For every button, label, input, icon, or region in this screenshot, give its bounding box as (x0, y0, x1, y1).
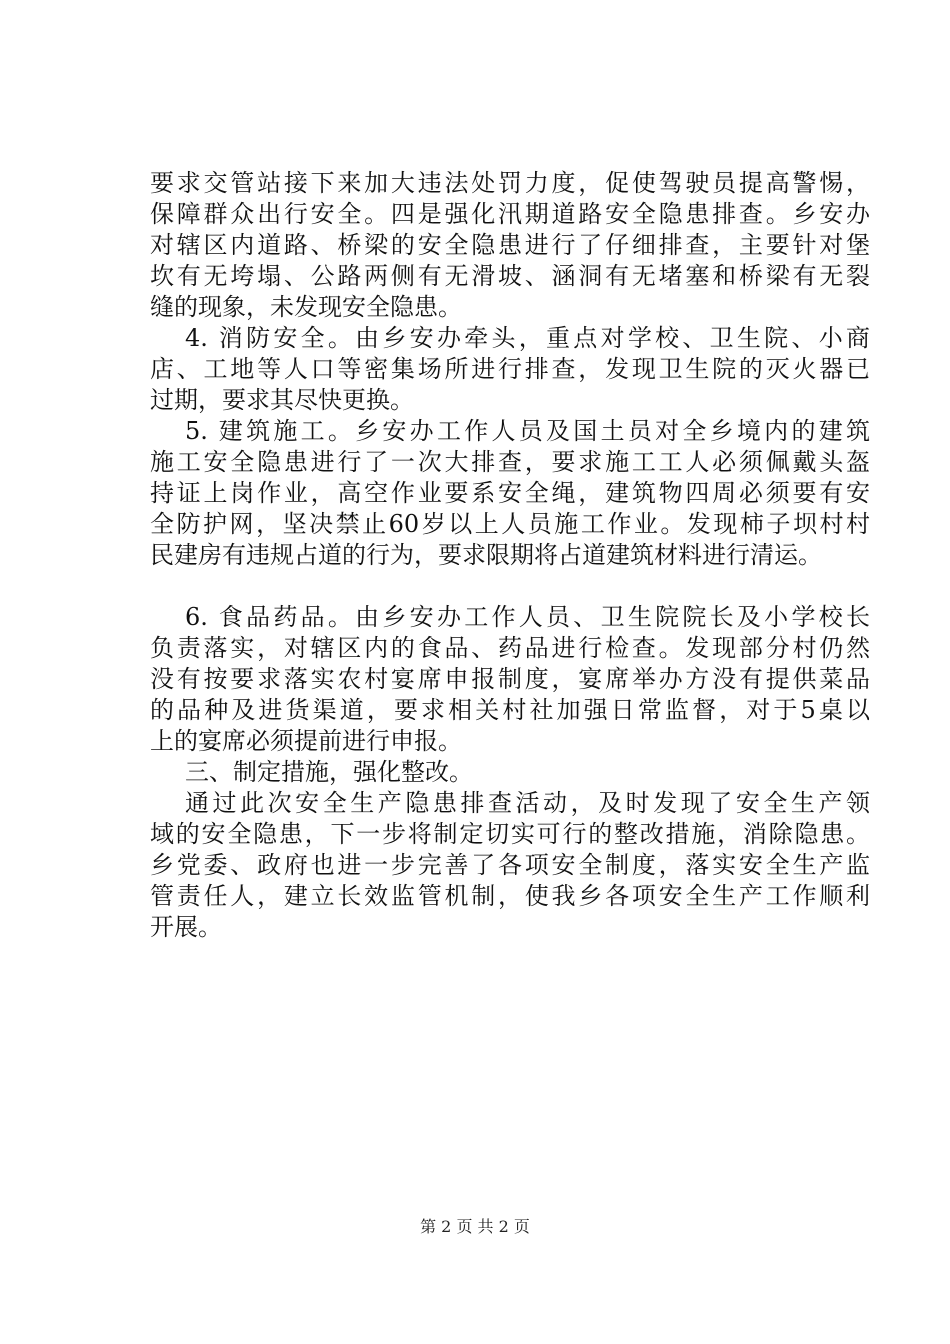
text-line: 三、制定措施，强化整改。 (185, 758, 473, 786)
text-line: 开展。 (150, 913, 222, 941)
text-line: 通过此次安全生产隐患排查活动，及时发现了安全生产领 (185, 789, 870, 817)
text-line: 店、工地等人口等密集场所进行排查，发现卫生院的灭火器已 (150, 355, 870, 383)
text-line: 乡党委、政府也进一步完善了各项安全制度，落实安全生产监 (150, 851, 870, 879)
paragraph (150, 323, 870, 416)
section-heading (150, 757, 870, 788)
text-line: 域的安全隐患，下一步将制定切实可行的整改措施，消除隐患。 (150, 820, 870, 848)
text-line: 坎有无垮塌、公路两侧有无滑坡、涵洞有无堵塞和桥梁有无裂 (150, 262, 870, 290)
text-line: 缝的现象，未发现安全隐患。 (150, 293, 462, 321)
text-line: 的品种及进货渠道，要求相关村社加强日常监督，对于5桌以 (150, 696, 870, 724)
paragraph (150, 602, 870, 757)
paragraph (150, 416, 870, 571)
text-line: 4. 消防安全。由乡安办牵头，重点对学校、卫生院、小商 (185, 324, 870, 352)
text-line: 过期，要求其尽快更换。 (150, 386, 414, 414)
text-line: 施工安全隐患进行了一次大排查，要求施工工人必须佩戴头盔 (150, 448, 870, 476)
text-line: 上的宴席必须提前进行申报。 (150, 727, 462, 755)
text-line: 要求交管站接下来加大违法处罚力度，促使驾驶员提高警惕， (150, 169, 870, 197)
text-line: 保障群众出行安全。四是强化汛期道路安全隐患排查。乡安办 (150, 200, 870, 228)
text-line: 负责落实，对辖区内的食品、药品进行检查。发现部分村仍然 (150, 634, 870, 662)
text-line: 对辖区内道路、桥梁的安全隐患进行了仔细排查，主要针对堡 (150, 231, 870, 259)
text-line: 6. 食品药品。由乡安办工作人员、卫生院院长及小学校长 (185, 603, 870, 631)
text-line: 5. 建筑施工。乡安办工作人员及国土员对全乡境内的建筑 (185, 417, 870, 445)
text-line: 没有按要求落实农村宴席申报制度，宴席举办方没有提供菜品 (150, 665, 870, 693)
text-line: 民建房有违规占道的行为，要求限期将占道建筑材料进行清运。 (150, 541, 822, 569)
page-footer: 第 2 页 共 2 页 (420, 1217, 530, 1236)
paragraph (150, 168, 870, 323)
blank-line (150, 571, 870, 602)
paragraph (150, 788, 870, 943)
text-line: 管责任人，建立长效监管机制，使我乡各项安全生产工作顺利 (150, 882, 870, 910)
document-body (150, 168, 870, 943)
text-line: 持证上岗作业，高空作业要系安全绳，建筑物四周必须要有安 (150, 479, 870, 507)
text-line: 全防护网，坚决禁止60岁以上人员施工作业。发现柿子坝村村 (150, 510, 870, 538)
